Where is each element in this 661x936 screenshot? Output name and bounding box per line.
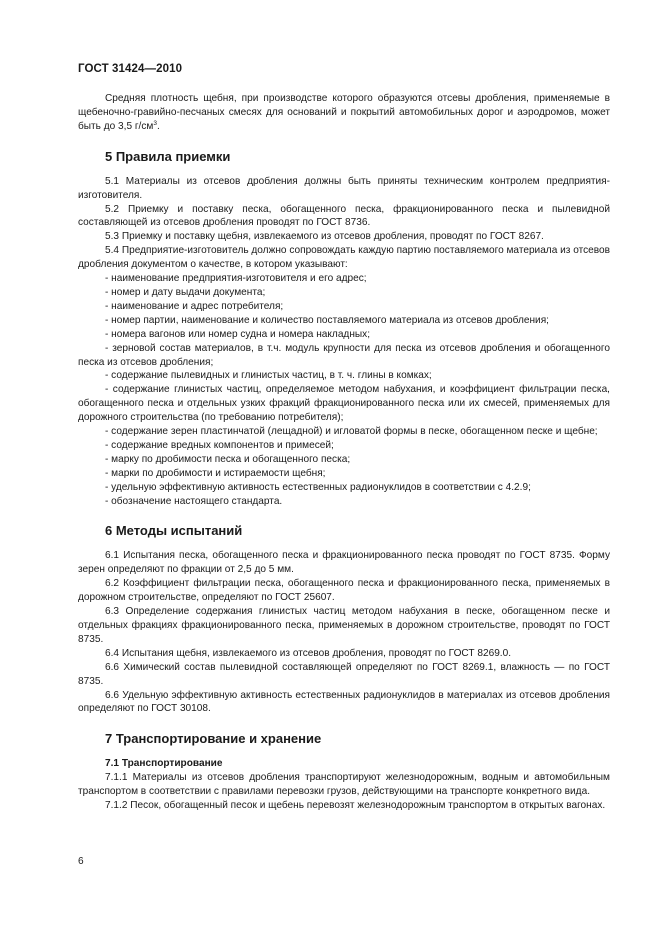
paragraph-7-1-2: 7.1.2 Песок, обогащенный песок и щебень перевозят железнодорожным транспортом в открытых вагонах. — [105, 800, 606, 812]
paragraph-7-1-1: 7.1.1 Материалы из отсевов дробления транспортируют железнодорожным, водным и автомобильным транспортом в соответствии с правилами перевозки грузов, действующими на транспорте конкретного вида. — [78, 772, 610, 798]
list-item: - номер и дату выдачи документа; — [105, 286, 266, 298]
list-item: - содержание вредных компонентов и примесей; — [105, 439, 334, 451]
list-item: - зерновой состав материалов, в т.ч. модуль крупности для песка из отсевов дробления и обогащенного песка из отсевов дробления; — [78, 342, 610, 368]
paragraph-6-6a: 6.6 Химический состав пылевидной составляющей определяют по ГОСТ 8269.1, влажность — по ГОСТ 8735. — [78, 661, 610, 687]
list-item: - удельную эффективную активность естественных радионуклидов в соответствии с 4.2.9; — [105, 481, 531, 493]
section-6-title: 6 Методы испытаний — [105, 523, 243, 539]
paragraph-5-2: 5.2 Приемку и поставку песка, обогащенного песка, фракционированного песка и пылевидной составляющей из отсевов дробления проводят по ГОСТ 8736. — [78, 203, 610, 229]
section-5-title: 5 Правила приемки — [105, 148, 231, 164]
paragraph-6-6b: 6.6 Удельную эффективную активность естественных радионуклидов в материалах из отсевов дробления определяют по ГОСТ 30108. — [78, 689, 610, 715]
document-body — [78, 92, 610, 813]
list-item: - наименование и адрес потребителя; — [105, 300, 284, 312]
paragraph-5-3: 5.3 Приемку и поставку щебня, извлекаемого из отсевов дробления, проводят по ГОСТ 8267. — [105, 231, 544, 243]
list-item: - марку по дробимости песка и обогащенного песка; — [105, 453, 351, 465]
paragraph-6-3: 6.3 Определение содержания глинистых частиц методом набухания в песке, обогащенном песке и отдельных фракциях фракционированного песка, применяемых в дорожном строительстве, проводят по ГОСТ 8735. — [78, 606, 610, 645]
subsection-7-1-title: 7.1 Транспортирование — [105, 758, 223, 770]
paragraph-6-1: 6.1 Испытания песка, обогащенного песка и фракционированного песка проводят по ГОСТ 8735. Форму зерен определяют по фракции от 2,5 до 5 мм. — [78, 550, 610, 576]
list-item: - содержание пылевидных и глинистых частиц, в т. ч. глины в комках; — [105, 370, 432, 382]
list-item: - содержание зерен пластинчатой (лещадной) и игловатой формы в песке, обогащенном песке и щебне; — [105, 426, 598, 438]
list-item: - содержание глинистых частиц, определяемое методом набухания, и коэффициент фильтрации песка, обогащенного песка и отдельных узких фракций фракционированного песка или их смесей, применяемых для дорожного строительства (по требованию потребителя); — [78, 384, 610, 424]
document-header: ГОСТ 31424—2010 — [78, 63, 183, 75]
list-item: - наименование предприятия-изготовителя и его адрес; — [105, 273, 367, 285]
list-item: - обозначение настоящего стандарта. — [105, 495, 283, 507]
intro-paragraph — [78, 92, 610, 134]
intro-text: Средняя плотность щебня, при производстве которого образуются отсевы дробления, применяемые в щебеночно-гравийно-песчаных смесях для оснований и покрытий автомобильных дорог и аэродромов, может быть до 3,5 г/см — [78, 93, 610, 132]
intro-end: . — [156, 120, 160, 132]
section-7-title: 7 Транспортирование и хранение — [105, 731, 322, 747]
paragraph-5-4: 5.4 Предприятие-изготовитель должно сопровождать каждую партию поставляемого материала из отсевов дробления документом о качестве, в котором указывают: — [78, 245, 610, 271]
paragraph-5-1: 5.1 Материалы из отсевов дробления должны быть приняты техническим контролем предприятия-изготовителя. — [78, 175, 610, 201]
paragraph-6-4: 6.4 Испытания щебня, извлекаемого из отсевов дробления, проводят по ГОСТ 8269.0. — [105, 647, 512, 659]
paragraph-6-2: 6.2 Коэффициент фильтрации песка, обогащенного песка и фракционированного песка, применяемых в дорожном строительстве, определяют по ГОСТ 25607. — [78, 578, 610, 604]
intro-sup: 3 — [153, 119, 157, 127]
page-number: 6 — [78, 856, 84, 867]
list-item: - номера вагонов или номер судна и номера накладных; — [105, 328, 371, 340]
list-item: - марки по дробимости и истираемости щебня; — [105, 467, 326, 479]
list-item: - номер партии, наименование и количество поставляемого материала из отсевов дробления; — [105, 314, 549, 326]
